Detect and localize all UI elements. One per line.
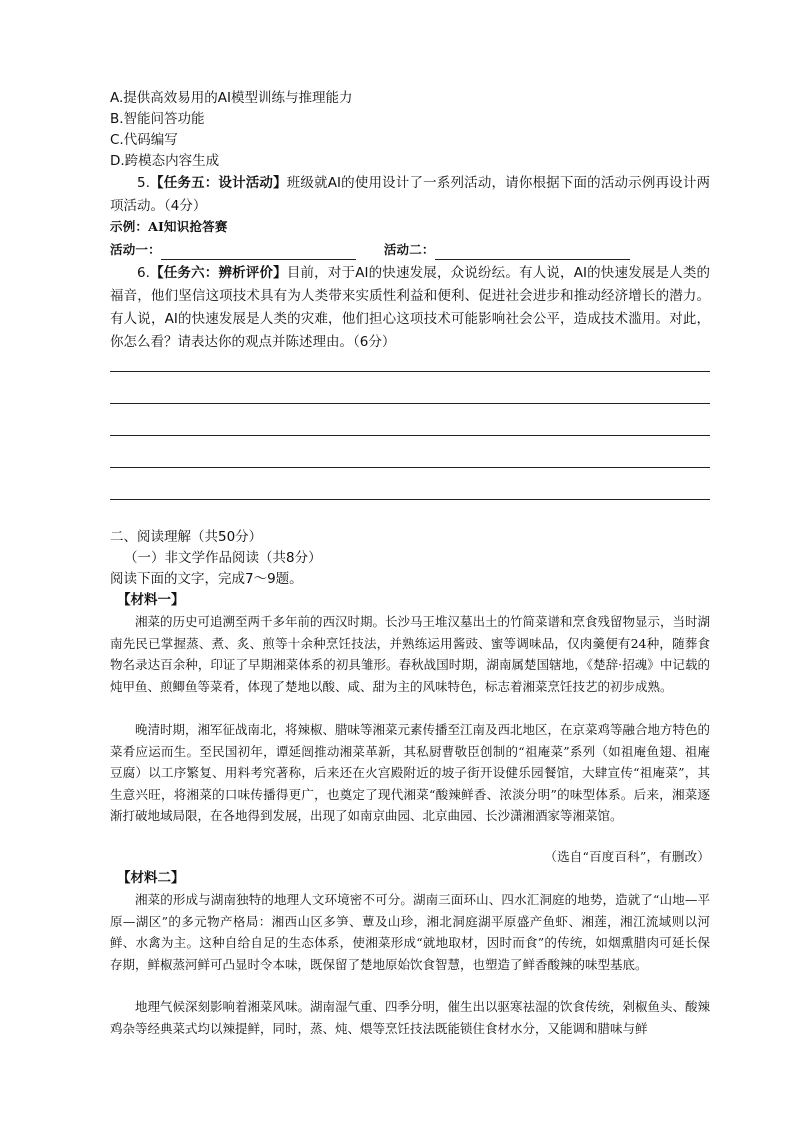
material-2-label: 【材料二】 (117, 870, 185, 886)
section-2-title: 二、阅读理解（共50分） (110, 529, 263, 545)
answer-line[interactable] (110, 467, 710, 468)
activity-1-label: 活动一： (110, 242, 161, 257)
answer-line[interactable] (110, 403, 710, 404)
section-2-subtitle: （一）非文学作品阅读（共8分） (124, 550, 322, 566)
answer-line[interactable] (110, 371, 710, 372)
activity-1-blank[interactable] (161, 245, 356, 260)
answer-line[interactable] (110, 499, 710, 500)
activity-2-blank[interactable] (435, 245, 630, 260)
material-2-paragraph-2: 地理气候深刻影响着湘菜风味。湖南湿气重、四季分明，催生出以驱寒祛湿的饮食传统，剁椒鱼头、酸辣鸡杂等经典菜式均以辣提鲜，同时，蒸、炖、煨等烹饪技法既能锁住食材水分，又能调和腊味与鲜 (110, 999, 711, 1036)
section-2-instruction: 阅读下面的文字，完成7～9题。 (110, 571, 303, 587)
q6-task-label: 【任务六：辨析评价】 (149, 265, 287, 281)
q5-activity-row (110, 240, 710, 260)
answer-line[interactable] (110, 435, 710, 436)
material-1-paragraph-1: 湘菜的历史可追溯至两千多年前的西汉时期。长沙马王堆汉墓出土的竹简菜谱和烹食残留物显示，当时湖南先民已掌握蒸、煮、炙、煎等十余种烹饪技法，并熟练运用酱豉、蜜等调味品，仅肉羹便有24种，随葬食物名录达百余种，印证了早期湘菜体系的初具雏形。春秋战国时期，湖南属楚国辖地，《楚辞·招魂》中记载的炖甲鱼、煎鲫鱼等菜肴，体现了楚地以酸、咸、甜为主的风味特色，标志着湘菜烹饪技艺的初步成熟。 (110, 614, 711, 694)
q6-number: 6. (137, 265, 150, 281)
material-1-source: （选自“百度百科”，有删改） (544, 849, 710, 864)
option-b: B.智能问答功能 (110, 111, 205, 127)
question-5 (110, 172, 710, 218)
option-a: A.提供高效易用的AI模型训练与推理能力 (110, 90, 353, 106)
q6-text: 目前，对于AI的快速发展，众说纷纭。有人说，AI的快速发展是人类的福音，他们坚信这项技术具有为人类带来实质性利益和便利、促进社会进步和推动经济增长的潜力。有人说，AI的快速发展是人类的灾难，他们担心这项技术可能影响社会公平，造成技术滥用。对此，你怎么看？请表达你的观点并陈述理由。（6分） (110, 265, 711, 350)
material-1-label: 【材料一】 (117, 592, 185, 608)
material-2-paragraph-1: 湘菜的形成与湖南独特的地理人文环境密不可分。湖南三面环山、四水汇洞庭的地势，造就了“山地—平原—湖区”的多元物产格局：湘西山区多笋、蕈及山珍，湘北洞庭湖平原盛产鱼虾、湘莲，湘江流域则以河鲜、水禽为主。这种自给自足的生态体系，使湘菜形成“就地取材，因时而食”的传统，如烟熏腊肉可延长保存期，鲜椒蒸河鲜可凸显时令本味，既保留了楚地原始饮食智慧，也塑造了鲜香酸辣的味型基底。 (110, 892, 710, 972)
q5-example: 示例：AI知识抢答赛 (110, 219, 228, 234)
question-6 (110, 262, 710, 354)
q5-number: 5. (137, 175, 150, 191)
material-1-paragraph-2: 晚清时期，湘军征战南北，将辣椒、腊味等湘菜元素传播至江南及西北地区，在京菜鸡等融合地方特色的菜肴应运而生。至民国初年，谭延闿推动湘菜革新，其私厨曹敬臣创制的“祖庵菜”系列（如祖庵鱼翅、祖庵豆腐）以工序繁复、用料考究著称，后来还在火宫殿附近的坡子街开设健乐园餐馆，大肆宣传“祖庵菜”，其生意兴旺，将湘菜的口味传播得更广，也奠定了现代湘菜“酸辣鲜香、浓淡分明”的味型体系。后来，湘菜逐渐打破地域局限，在各地得到发展，出现了如南京曲园、北京曲园、长沙潇湘酒家等湘菜馆。 (110, 722, 711, 823)
option-c: C.代码编写 (110, 132, 178, 148)
option-d: D.跨模态内容生成 (110, 153, 220, 169)
activity-2-label: 活动二： (383, 242, 435, 257)
q5-text: 班级就AI的使用设计了一系列活动，请你根据下面的活动示例再设计两项活动。（4分） (110, 175, 711, 214)
q5-task-label: 【任务五：设计活动】 (149, 175, 287, 191)
